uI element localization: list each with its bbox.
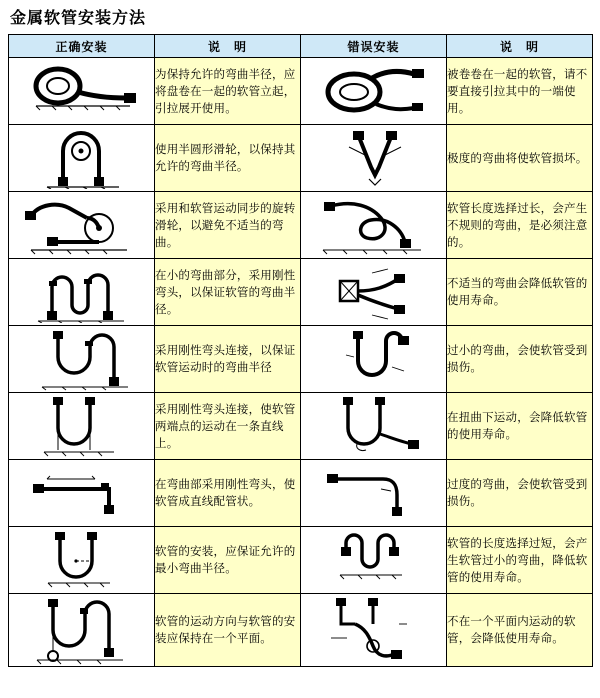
wrong-figure-cell xyxy=(301,125,447,192)
header-row xyxy=(9,35,593,58)
coiled-hose-standing-icon xyxy=(9,58,154,124)
correct-desc-cell: 在弯曲部采用刚性弯头，使软管成直线配管状。 xyxy=(155,460,301,527)
correct-figure-cell xyxy=(9,594,155,667)
coiled-hose-pulled-icon xyxy=(301,58,446,124)
over-length-small-bend-icon xyxy=(301,527,446,593)
header-correct-install: 正确安装 xyxy=(9,35,155,58)
correct-desc-cell: 为保持允许的弯曲半径，应将盘卷在一起的软管立起，引拉展开使用。 xyxy=(155,58,301,125)
table-row xyxy=(9,326,593,393)
table-row xyxy=(9,460,593,527)
wrong-desc-cell: 不适当的弯曲会降低软管的使用寿命。 xyxy=(447,259,593,326)
straight-pipe-rigid-elbow-icon xyxy=(9,460,154,526)
correct-figure-cell xyxy=(9,326,155,393)
correct-desc-cell: 在小的弯曲部分，采用刚性弯头，以保证软管的弯曲半径。 xyxy=(155,259,301,326)
table-row xyxy=(9,259,593,326)
same-plane-motion-icon xyxy=(9,594,154,666)
wrong-figure-cell xyxy=(301,58,447,125)
header-wrong-desc: 说 明 xyxy=(447,35,593,58)
u-shape-rigid-elbow-icon xyxy=(9,393,154,459)
correct-figure-cell xyxy=(9,125,155,192)
correct-desc-cell: 采用刚性弯头连接，以保证软管运动时的弯曲半径 xyxy=(155,326,301,393)
correct-figure-cell xyxy=(9,460,155,527)
rigid-elbow-small-bend-icon xyxy=(9,259,154,325)
rigid-elbow-connection-icon xyxy=(9,326,154,392)
long-hose-irregular-bend-icon xyxy=(301,192,446,258)
wrong-figure-cell xyxy=(301,527,447,594)
table-row xyxy=(9,594,593,667)
correct-desc-cell: 软管的运动方向与软管的安装应保持在一个平面。 xyxy=(155,594,301,667)
correct-desc-cell: 采用和软管运动同步的旋转滑轮，以避免不适当的弯曲。 xyxy=(155,192,301,259)
wrong-desc-cell: 在扭曲下运动，会降低软管的使用寿命。 xyxy=(447,393,593,460)
wrong-figure-cell xyxy=(301,460,447,527)
hose-installation-table xyxy=(8,34,593,667)
header-wrong-install: 错误安装 xyxy=(301,35,447,58)
table-row xyxy=(9,527,593,594)
table-row xyxy=(9,125,593,192)
correct-desc-cell: 采用刚性弯头连接，使软管两端点的运动在一条直线上。 xyxy=(155,393,301,460)
correct-figure-cell xyxy=(9,527,155,594)
page-title: 金属软管安装方法 xyxy=(10,8,147,27)
wrong-figure-cell xyxy=(301,259,447,326)
wrong-figure-cell xyxy=(301,326,447,393)
table-row xyxy=(9,58,593,125)
wrong-figure-cell xyxy=(301,594,447,667)
wrong-figure-cell xyxy=(301,393,447,460)
correct-desc-cell: 软管的安装，应保证允许的最小弯曲半径。 xyxy=(155,527,301,594)
header-correct-desc: 说 明 xyxy=(155,35,301,58)
minimum-bend-radius-icon xyxy=(9,527,154,593)
wrong-desc-cell: 软管的长度选择过短，会产生软管过小的弯曲，降低软管的使用寿命。 xyxy=(447,527,593,594)
semicircular-pulley-icon xyxy=(9,125,154,191)
table-header xyxy=(9,35,593,58)
correct-figure-cell xyxy=(9,259,155,326)
table-row xyxy=(9,393,593,460)
improper-bend-icon xyxy=(301,259,446,325)
wrong-figure-cell xyxy=(301,192,447,259)
out-of-plane-motion-icon xyxy=(301,594,446,666)
correct-figure-cell xyxy=(9,393,155,460)
wrong-desc-cell: 过小的弯曲，会使软管受到损伤。 xyxy=(447,326,593,393)
excessive-bend-icon xyxy=(301,460,446,526)
wrong-desc-cell: 不在一个平面内运动的软管，会降低使用寿命。 xyxy=(447,594,593,667)
table-body xyxy=(9,58,593,667)
correct-figure-cell xyxy=(9,58,155,125)
correct-desc-cell: 使用半圆形滑轮，以保持其允许的弯曲半径。 xyxy=(155,125,301,192)
twisting-motion-icon xyxy=(301,393,446,459)
wrong-desc-cell: 过度的弯曲，会使软管受到损伤。 xyxy=(447,460,593,527)
wrong-desc-cell: 极度的弯曲将使软管损坏。 xyxy=(447,125,593,192)
correct-figure-cell xyxy=(9,192,155,259)
table-row xyxy=(9,192,593,259)
too-small-bend-icon xyxy=(301,326,446,392)
sharp-bend-hose-icon xyxy=(301,125,446,191)
wrong-desc-cell: 被卷卷在一起的软管，请不要直接引拉其中的一端使用。 xyxy=(447,58,593,125)
rotating-pulley-sync-icon xyxy=(9,192,154,258)
wrong-desc-cell: 软管长度选择过长，会产生不规则的弯曲，是必须注意的。 xyxy=(447,192,593,259)
